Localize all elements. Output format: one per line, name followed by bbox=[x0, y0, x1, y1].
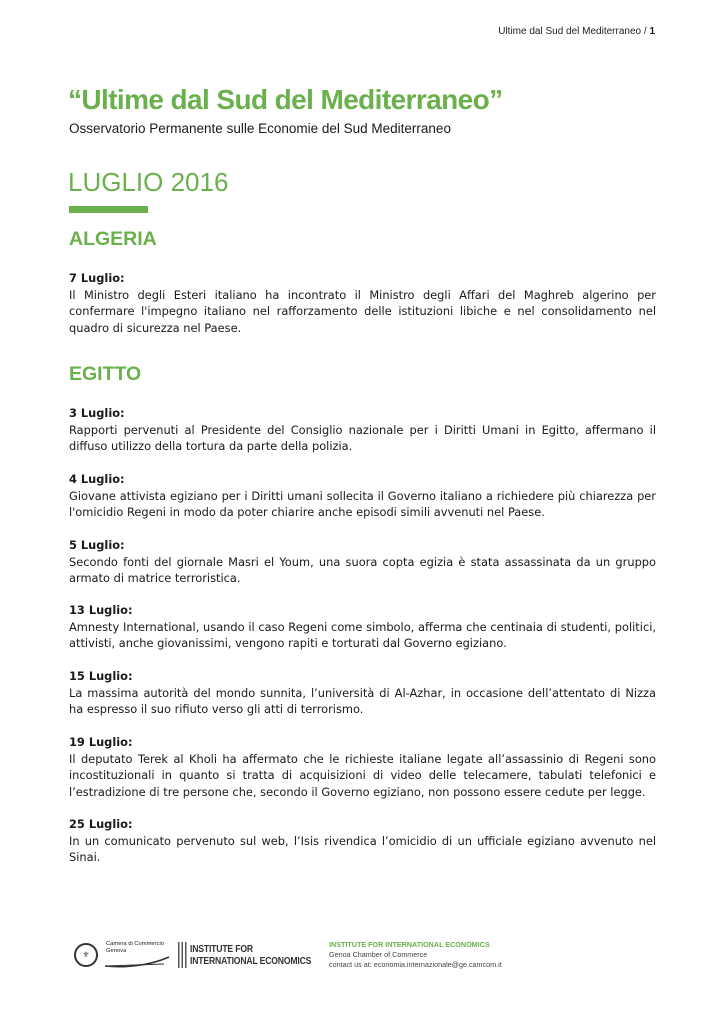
news-entry bbox=[69, 602, 656, 652]
section-title-egitto: EGITTO bbox=[69, 363, 142, 385]
document-title: “Ultime dal Sud del Mediterraneo” bbox=[68, 84, 503, 115]
entry-text: La massima autorità del mondo sunnita, l’università di Al-Azhar, in occasione dell’attentato di Nizza ha espresso il suo rifiuto verso gli atti di terrorismo. bbox=[69, 685, 656, 717]
news-entry bbox=[69, 734, 656, 800]
news-entry bbox=[69, 537, 656, 587]
section-title-algeria: ALGERIA bbox=[69, 228, 157, 250]
entry-date: 15 Luglio: bbox=[69, 669, 133, 683]
page-number: 1 bbox=[649, 26, 655, 37]
month-heading: LUGLIO 2016 bbox=[68, 167, 229, 197]
contact-org: INSTITUTE FOR INTERNATIONAL ECONOMICS bbox=[329, 940, 490, 949]
iie-logo bbox=[178, 942, 312, 970]
chamber-logo-line2: Genova bbox=[106, 947, 127, 954]
entry-date: 5 Luglio: bbox=[69, 538, 125, 552]
entry-text: Amnesty International, usando il caso Regeni come simbolo, afferma che centinaia di studenti, politici, attivisti, anche giovanissimi, vengono rapiti e torturati dal Governo egiziano. bbox=[69, 619, 656, 651]
entry-text: In un comunicato pervenuto sul web, l’Isis rivendica l’omicidio di un ufficiale egiziano avvenuto nel Sinai. bbox=[69, 833, 656, 865]
entry-text: Secondo fonti del giornale Masri el Youm, una suora copta egizia è stata assassinata da un gruppo armato di matrice terroristica. bbox=[69, 554, 656, 586]
footer-contact bbox=[329, 940, 502, 970]
accent-divider bbox=[69, 206, 148, 213]
running-header bbox=[498, 26, 655, 37]
contact-sub: Genoa Chamber of Commerce bbox=[329, 950, 428, 959]
page-footer bbox=[74, 940, 594, 972]
running-title: Ultime dal Sud del Mediterraneo / bbox=[498, 26, 647, 37]
news-entry bbox=[69, 270, 656, 336]
iie-logo-line2: INTERNATIONAL ECONOMICS bbox=[190, 955, 312, 967]
chamber-logo-text bbox=[106, 941, 164, 954]
entry-date: 25 Luglio: bbox=[69, 817, 133, 831]
entry-date: 3 Luglio: bbox=[69, 406, 125, 420]
news-entry bbox=[69, 471, 656, 521]
entry-date: 4 Luglio: bbox=[69, 472, 125, 486]
entry-date: 7 Luglio: bbox=[69, 271, 125, 285]
iie-logo-line1: INSTITUTE FOR bbox=[190, 943, 253, 955]
news-entry bbox=[69, 816, 656, 866]
iie-bars-icon bbox=[178, 942, 188, 968]
chamber-logo-line1: Camera di Commercio bbox=[106, 941, 164, 947]
entry-date: 13 Luglio: bbox=[69, 603, 133, 617]
entry-date: 19 Luglio: bbox=[69, 735, 133, 749]
contact-email[interactable]: contact us at: economia.internazionale@ge.camcom.it bbox=[329, 960, 502, 969]
chamber-seal-icon: ⚜ bbox=[74, 943, 98, 967]
swoosh-icon bbox=[104, 954, 170, 968]
entry-text: Il Ministro degli Esteri italiano ha incontrato il Ministro degli Affari del Maghreb algerino per confermare l'impegno italiano nel rafforzamento delle istituzioni libiche e nel consolidamento nel quadro di sicurezza nel Paese. bbox=[69, 287, 656, 335]
entry-text: Giovane attivista egiziano per i Diritti umani sollecita il Governo italiano a richiedere più chiarezza per l'omicidio Regeni in modo da poter chiarire anche episodi simili avvenuti nel Paese. bbox=[69, 488, 656, 520]
news-entry bbox=[69, 668, 656, 718]
entry-text: Il deputato Terek al Kholi ha affermato che le richieste italiane legate all’assassinio di Regeni sono incostituzionali in quanto si tratta di acquisizioni di video delle telecamere, tabulati telefonici e l’estradizione di tre persone che, secondo il Governo egiziano, non possono essere cedute per legge. bbox=[69, 751, 656, 799]
chamber-of-commerce-logo bbox=[74, 940, 174, 970]
document-subtitle: Osservatorio Permanente sulle Economie del Sud Mediterraneo bbox=[69, 121, 451, 136]
entry-text: Rapporti pervenuti al Presidente del Consiglio nazionale per i Diritti Umani in Egitto, affermano il diffuso utilizzo della tortura da parte della polizia. bbox=[69, 422, 656, 454]
news-entry bbox=[69, 405, 656, 455]
